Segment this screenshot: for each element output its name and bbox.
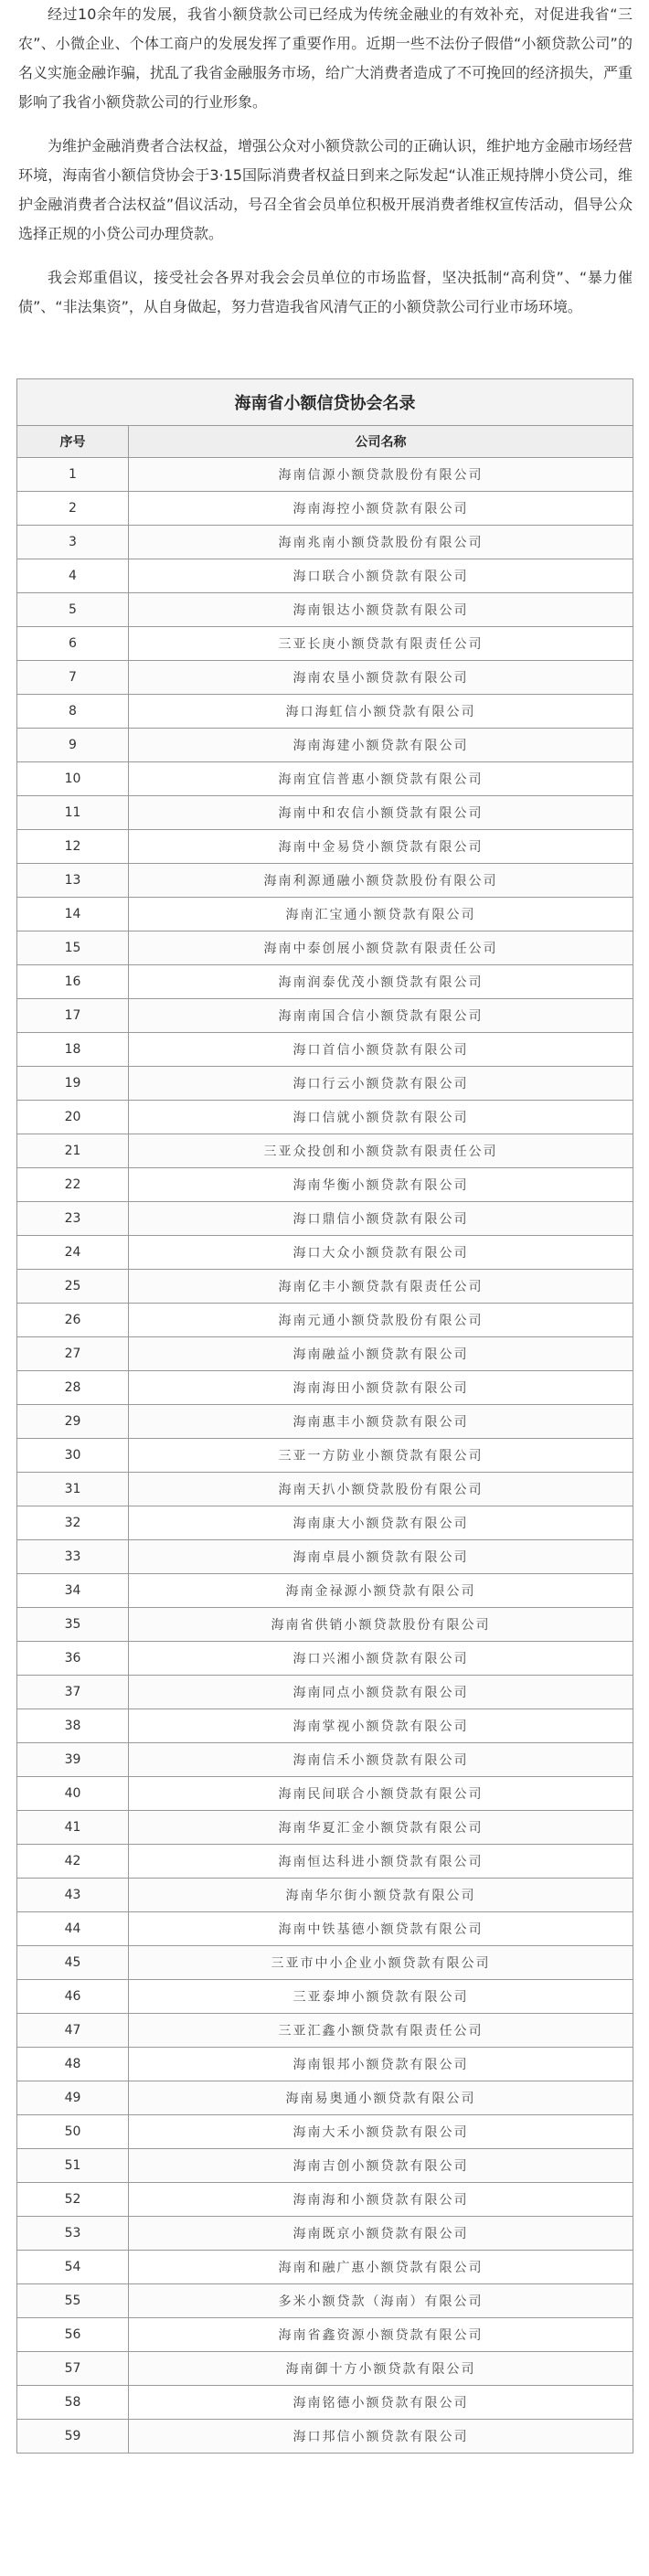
table-row	[17, 2115, 633, 2149]
table-row	[17, 1134, 633, 1168]
row-number: 11	[17, 796, 129, 830]
roster-body	[17, 458, 633, 2454]
row-number: 14	[17, 898, 129, 931]
company-name: 海南中金易贷小额贷款有限公司	[129, 830, 633, 864]
company-name: 三亚泰坤小额贷款有限公司	[129, 1980, 633, 2014]
row-number: 16	[17, 965, 129, 999]
company-name: 海南利源通融小额贷款股份有限公司	[129, 864, 633, 898]
company-name: 海口兴湘小额贷款有限公司	[129, 1642, 633, 1676]
table-row	[17, 2386, 633, 2420]
table-row	[17, 1743, 633, 1777]
table-row	[17, 2149, 633, 2183]
table-row	[17, 1270, 633, 1304]
table-row	[17, 458, 633, 492]
table-row	[17, 1845, 633, 1879]
table-row	[17, 1405, 633, 1439]
row-number: 27	[17, 1337, 129, 1371]
table-title: 海南省小额信贷协会名录	[17, 379, 633, 426]
company-name: 海南银达小额贷款有限公司	[129, 593, 633, 627]
table-row	[17, 898, 633, 931]
company-name: 海南卓晨小额贷款有限公司	[129, 1540, 633, 1574]
row-number: 32	[17, 1506, 129, 1540]
company-name: 海南海和小额贷款有限公司	[129, 2183, 633, 2217]
row-number: 28	[17, 1371, 129, 1405]
row-number: 59	[17, 2420, 129, 2454]
table-row	[17, 1101, 633, 1134]
company-name: 海南铭德小额贷款有限公司	[129, 2386, 633, 2420]
table-row	[17, 1168, 633, 1202]
row-number: 12	[17, 830, 129, 864]
table-row	[17, 2318, 633, 2352]
row-number: 58	[17, 2386, 129, 2420]
company-name: 海口首信小额贷款有限公司	[129, 1033, 633, 1067]
company-name: 海口邦信小额贷款有限公司	[129, 2420, 633, 2454]
table-row	[17, 762, 633, 796]
table-row	[17, 1304, 633, 1337]
row-number: 4	[17, 559, 129, 593]
table-row	[17, 1540, 633, 1574]
company-name: 海南御十方小额贷款有限公司	[129, 2352, 633, 2386]
table-row	[17, 1033, 633, 1067]
row-number: 49	[17, 2081, 129, 2115]
row-number: 34	[17, 1574, 129, 1608]
company-name: 海口行云小额贷款有限公司	[129, 1067, 633, 1101]
row-number: 51	[17, 2149, 129, 2183]
row-number: 55	[17, 2284, 129, 2318]
table-row	[17, 1439, 633, 1473]
table-title-row	[17, 379, 633, 426]
table-row	[17, 1912, 633, 1946]
table-row	[17, 2014, 633, 2048]
table-row	[17, 1879, 633, 1912]
company-name: 海南中铁基德小额贷款有限公司	[129, 1912, 633, 1946]
intro-paragraph-2: 为维护金融消费者合法权益，增强公众对小额贷款公司的正确认识，维护地方金融市场经营环境，海南省小额信贷协会于3·15国际消费者权益日到来之际发起“认准正规持牌小贷公司，维护金融消费者合法权益”倡议活动，号召全省会员单位积极开展消费者维权宣传活动，倡导公众选择正规的小贷公司办理贷款。	[18, 137, 633, 242]
company-name: 海南汇宝通小额贷款有限公司	[129, 898, 633, 931]
table-row	[17, 1946, 633, 1980]
table-row	[17, 1608, 633, 1642]
table-header-row	[17, 426, 633, 458]
row-number: 21	[17, 1134, 129, 1168]
company-name: 海南兆南小额贷款股份有限公司	[129, 526, 633, 559]
row-number: 48	[17, 2048, 129, 2081]
intro-paragraph-1: 经过10余年的发展，我省小额贷款公司已经成为传统金融业的有效补充，对促进我省“三农”、小微企业、个体工商户的发展发挥了重要作用。近期一些不法份子假借“小额贷款公司”的名义实施金融诈骗，扰乱了我省金融服务市场，给广大消费者造成了不可挽回的经济损失，严重影响了我省小额贷款公司的行业形象。	[18, 5, 633, 111]
row-number: 20	[17, 1101, 129, 1134]
row-number: 17	[17, 999, 129, 1033]
table-row	[17, 1371, 633, 1405]
table-row	[17, 593, 633, 627]
row-number: 44	[17, 1912, 129, 1946]
row-number: 13	[17, 864, 129, 898]
company-name: 三亚汇鑫小额贷款有限责任公司	[129, 2014, 633, 2048]
company-name: 海南亿丰小额贷款有限责任公司	[129, 1270, 633, 1304]
company-name: 海南大禾小额贷款有限公司	[129, 2115, 633, 2149]
table-row	[17, 2217, 633, 2251]
row-number: 33	[17, 1540, 129, 1574]
table-row	[17, 2420, 633, 2454]
table-row	[17, 661, 633, 695]
row-number: 53	[17, 2217, 129, 2251]
table-row	[17, 965, 633, 999]
company-name: 海南融益小额贷款有限公司	[129, 1337, 633, 1371]
company-name: 多米小额贷款（海南）有限公司	[129, 2284, 633, 2318]
row-number: 39	[17, 1743, 129, 1777]
row-number: 54	[17, 2251, 129, 2284]
table-row	[17, 492, 633, 526]
row-number: 36	[17, 1642, 129, 1676]
row-number: 7	[17, 661, 129, 695]
row-number: 6	[17, 627, 129, 661]
row-number: 22	[17, 1168, 129, 1202]
table-row	[17, 1337, 633, 1371]
company-name: 海南既京小额贷款有限公司	[129, 2217, 633, 2251]
table-row	[17, 1980, 633, 2014]
company-name: 海南易奥通小额贷款有限公司	[129, 2081, 633, 2115]
table-row	[17, 1506, 633, 1540]
row-number: 56	[17, 2318, 129, 2352]
row-number: 23	[17, 1202, 129, 1236]
column-header-company: 公司名称	[129, 426, 633, 458]
row-number: 25	[17, 1270, 129, 1304]
row-number: 9	[17, 729, 129, 762]
company-name: 海南吉创小额贷款有限公司	[129, 2149, 633, 2183]
column-header-number: 序号	[17, 426, 129, 458]
table-row	[17, 627, 633, 661]
company-name: 海口海虹信小额贷款有限公司	[129, 695, 633, 729]
table-row	[17, 729, 633, 762]
company-name: 海南同点小额贷款有限公司	[129, 1676, 633, 1709]
company-name: 三亚众投创和小额贷款有限责任公司	[129, 1134, 633, 1168]
intro-paragraph-3: 我会郑重倡议，接受社会各界对我会会员单位的市场监督，坚决抵制“高利贷”、“暴力催债”、“非法集资”，从自身做起，努力营造我省风清气正的小额贷款公司行业市场环境。	[18, 269, 633, 315]
table-row	[17, 1676, 633, 1709]
company-name: 海南信禾小额贷款有限公司	[129, 1743, 633, 1777]
row-number: 30	[17, 1439, 129, 1473]
company-name: 三亚长庚小额贷款有限责任公司	[129, 627, 633, 661]
table-row	[17, 1473, 633, 1506]
row-number: 24	[17, 1236, 129, 1270]
company-name: 海口联合小额贷款有限公司	[129, 559, 633, 593]
row-number: 31	[17, 1473, 129, 1506]
table-row	[17, 1709, 633, 1743]
row-number: 40	[17, 1777, 129, 1811]
company-name: 海南元通小额贷款股份有限公司	[129, 1304, 633, 1337]
row-number: 42	[17, 1845, 129, 1879]
row-number: 10	[17, 762, 129, 796]
row-number: 5	[17, 593, 129, 627]
company-name: 海口信就小额贷款有限公司	[129, 1101, 633, 1134]
company-name: 海南金禄源小额贷款有限公司	[129, 1574, 633, 1608]
table-row	[17, 1811, 633, 1845]
row-number: 46	[17, 1980, 129, 2014]
company-name: 海南信源小额贷款股份有限公司	[129, 458, 633, 492]
row-number: 47	[17, 2014, 129, 2048]
company-name: 海南恒达科进小额贷款有限公司	[129, 1845, 633, 1879]
row-number: 26	[17, 1304, 129, 1337]
table-row	[17, 2048, 633, 2081]
company-name: 海南华夏汇金小额贷款有限公司	[129, 1811, 633, 1845]
row-number: 1	[17, 458, 129, 492]
company-name: 海口鼎信小额贷款有限公司	[129, 1202, 633, 1236]
row-number: 38	[17, 1709, 129, 1743]
row-number: 15	[17, 931, 129, 965]
table-row	[17, 2251, 633, 2284]
company-name: 海南南国合信小额贷款有限公司	[129, 999, 633, 1033]
company-name: 海南中泰创展小额贷款有限责任公司	[129, 931, 633, 965]
company-name: 海口大众小额贷款有限公司	[129, 1236, 633, 1270]
table-row	[17, 1777, 633, 1811]
company-name: 海南华尔街小额贷款有限公司	[129, 1879, 633, 1912]
row-number: 37	[17, 1676, 129, 1709]
roster-table	[16, 378, 633, 2454]
company-name: 海南海控小额贷款有限公司	[129, 492, 633, 526]
row-number: 8	[17, 695, 129, 729]
company-name: 海南省鑫资源小额贷款有限公司	[129, 2318, 633, 2352]
company-name: 海南宜信普惠小额贷款有限公司	[129, 762, 633, 796]
row-number: 43	[17, 1879, 129, 1912]
company-name: 海南惠丰小额贷款有限公司	[129, 1405, 633, 1439]
table-row	[17, 931, 633, 965]
table-row	[17, 2284, 633, 2318]
company-name: 海南银邦小额贷款有限公司	[129, 2048, 633, 2081]
association-roster	[16, 378, 633, 2454]
company-name: 海南华衡小额贷款有限公司	[129, 1168, 633, 1202]
company-name: 海南海建小额贷款有限公司	[129, 729, 633, 762]
company-name: 海南省供销小额贷款股份有限公司	[129, 1608, 633, 1642]
table-row	[17, 864, 633, 898]
company-name: 海南农垦小额贷款有限公司	[129, 661, 633, 695]
row-number: 29	[17, 1405, 129, 1439]
row-number: 50	[17, 2115, 129, 2149]
table-row	[17, 1642, 633, 1676]
table-row	[17, 2352, 633, 2386]
company-name: 海南民间联合小额贷款有限公司	[129, 1777, 633, 1811]
row-number: 45	[17, 1946, 129, 1980]
row-number: 35	[17, 1608, 129, 1642]
row-number: 57	[17, 2352, 129, 2386]
company-name: 海南和融广惠小额贷款有限公司	[129, 2251, 633, 2284]
row-number: 19	[17, 1067, 129, 1101]
company-name: 三亚市中小企业小额贷款有限公司	[129, 1946, 633, 1980]
table-row	[17, 1236, 633, 1270]
row-number: 18	[17, 1033, 129, 1067]
intro-text	[18, 0, 633, 336]
row-number: 2	[17, 492, 129, 526]
table-row	[17, 559, 633, 593]
company-name: 三亚一方防业小额贷款有限公司	[129, 1439, 633, 1473]
table-row	[17, 1067, 633, 1101]
company-name: 海南康大小额贷款有限公司	[129, 1506, 633, 1540]
table-row	[17, 1202, 633, 1236]
table-row	[17, 796, 633, 830]
row-number: 52	[17, 2183, 129, 2217]
table-row	[17, 830, 633, 864]
table-row	[17, 695, 633, 729]
table-row	[17, 999, 633, 1033]
table-row	[17, 2183, 633, 2217]
company-name: 海南海田小额贷款有限公司	[129, 1371, 633, 1405]
company-name: 海南润泰优茂小额贷款有限公司	[129, 965, 633, 999]
table-row	[17, 1574, 633, 1608]
table-row	[17, 526, 633, 559]
company-name: 海南掌视小额贷款有限公司	[129, 1709, 633, 1743]
company-name: 海南中和农信小额贷款有限公司	[129, 796, 633, 830]
company-name: 海南天扒小额贷款股份有限公司	[129, 1473, 633, 1506]
row-number: 41	[17, 1811, 129, 1845]
table-row	[17, 2081, 633, 2115]
row-number: 3	[17, 526, 129, 559]
